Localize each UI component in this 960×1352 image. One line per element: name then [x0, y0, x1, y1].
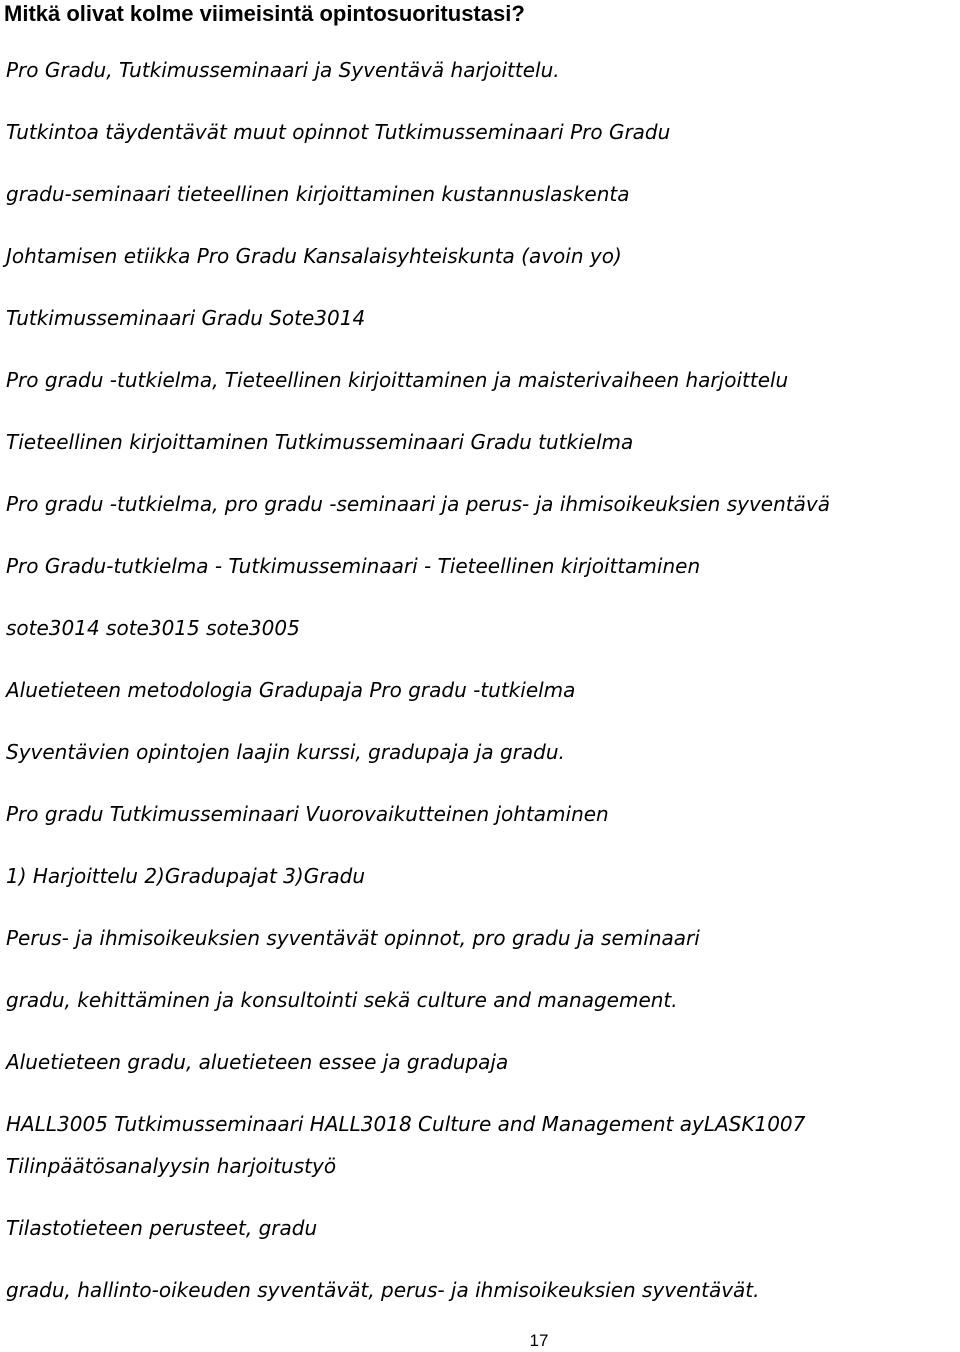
answer-item: Tilastotieteen perusteet, gradu: [6, 1216, 318, 1240]
answer-item: Tieteellinen kirjoittaminen Tutkimusseminaari Gradu tutkielma: [6, 430, 634, 454]
answer-item: HALL3005 Tutkimusseminaari HALL3018 Culture and Management ayLASK1007: [6, 1112, 806, 1136]
answer-item: gradu, kehittäminen ja konsultointi sekä culture and management.: [6, 988, 678, 1012]
answer-item: Aluetieteen metodologia Gradupaja Pro gradu -tutkielma: [6, 678, 576, 702]
answer-item: Pro Gradu, Tutkimusseminaari ja Syventävä harjoittelu.: [6, 58, 560, 82]
answer-item: sote3014 sote3015 sote3005: [6, 616, 300, 640]
answer-item: Tutkintoa täydentävät muut opinnot Tutkimusseminaari Pro Gradu: [6, 120, 671, 144]
answer-item: Pro gradu -tutkielma, Tieteellinen kirjoittaminen ja maisterivaiheen harjoittelu: [6, 368, 789, 392]
answer-item: Aluetieteen gradu, aluetieteen essee ja gradupaja: [6, 1050, 509, 1074]
answer-item: Pro Gradu-tutkielma - Tutkimusseminaari - Tieteellinen kirjoittaminen: [6, 554, 701, 578]
answer-item: Syventävien opintojen laajin kurssi, gradupaja ja gradu.: [6, 740, 565, 764]
answer-item: Pro gradu Tutkimusseminaari Vuorovaikutteinen johtaminen: [6, 802, 609, 826]
answer-item: Tilinpäätösanalyysin harjoitustyö: [6, 1154, 337, 1178]
answer-item: Tutkimusseminaari Gradu Sote3014: [6, 306, 366, 330]
answer-item: Perus- ja ihmisoikeuksien syventävät opinnot, pro gradu ja seminaari: [6, 926, 700, 950]
answer-item: gradu, hallinto-oikeuden syventävät, perus- ja ihmisoikeuksien syventävät.: [6, 1278, 760, 1302]
answer-item: gradu-seminaari tieteellinen kirjoittaminen kustannuslaskenta: [6, 182, 630, 206]
answer-item: 1) Harjoittelu 2)Gradupajat 3)Gradu: [6, 864, 366, 888]
page-number: 17: [529, 1331, 549, 1350]
question-heading: Mitkä olivat kolme viimeisintä opintosuoritustasi?: [4, 1, 525, 26]
answer-item: Pro gradu -tutkielma, pro gradu -seminaari ja perus- ja ihmisoikeuksien syventävä: [6, 492, 830, 516]
answer-item: Johtamisen etiikka Pro Gradu Kansalaisyhteiskunta (avoin yo): [6, 244, 622, 268]
